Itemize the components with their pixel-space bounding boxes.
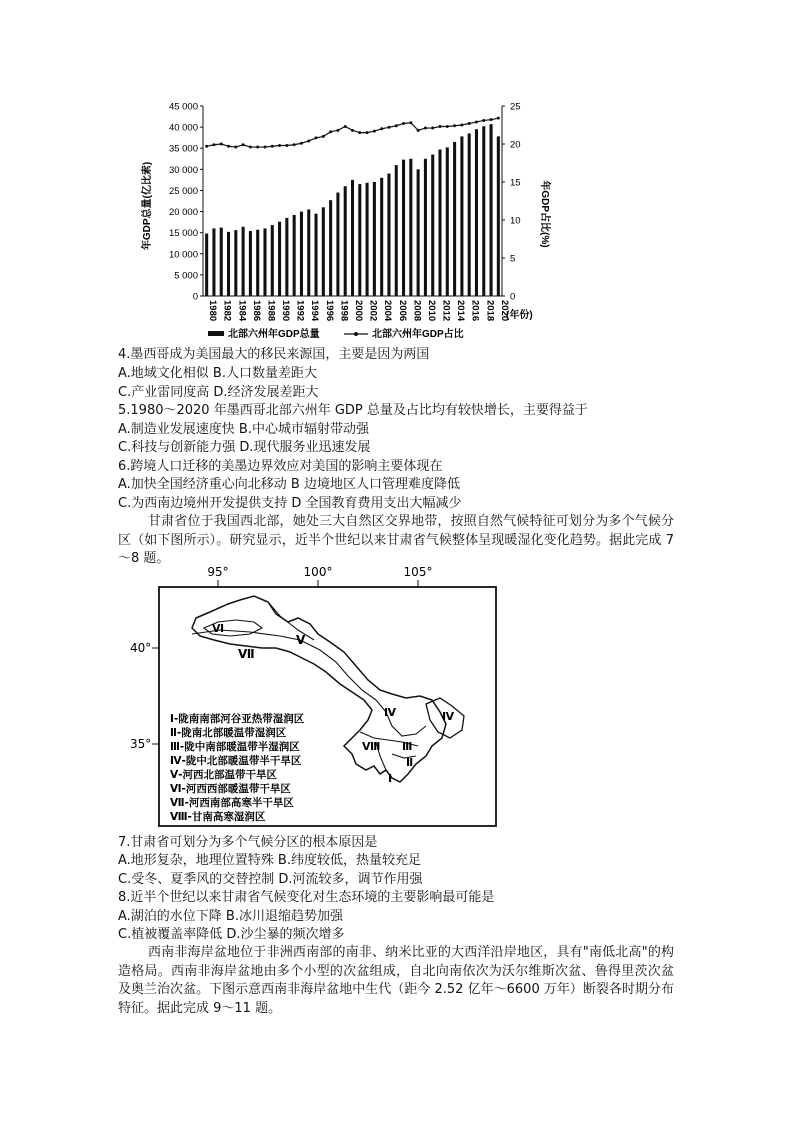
x-tick-label: 2018 — [484, 300, 496, 322]
share-point — [468, 122, 471, 125]
bar — [424, 159, 427, 296]
bar — [315, 214, 318, 296]
bar — [497, 136, 500, 296]
share-point — [358, 131, 361, 134]
bar — [380, 178, 383, 296]
share-point — [424, 127, 427, 130]
legend-item: Ⅵ-河西西部暖温带干旱区 — [170, 783, 291, 795]
zone-label-iii: Ⅲ — [402, 740, 413, 753]
x-tick-label: 2002 — [367, 300, 379, 322]
gansu-climate-map — [130, 560, 530, 830]
share-point — [256, 146, 259, 149]
share-point — [293, 143, 296, 146]
share-point — [285, 144, 288, 147]
bar — [242, 227, 245, 296]
map-legend — [170, 712, 305, 823]
x-axis-label: (年份) — [506, 310, 533, 321]
bar — [490, 124, 493, 296]
x-tick-label: 2014 — [455, 300, 467, 322]
x-tick-label: 2012 — [440, 300, 452, 322]
share-point — [329, 130, 332, 133]
y-right-tick-label: 5 — [510, 253, 516, 265]
question-line: C.为西南边境州开发提供支持 D 全国教育费用支出大幅减少 — [118, 496, 462, 511]
y-left-tick-label: 45 000 — [168, 101, 198, 113]
legend-line-marker — [354, 332, 358, 336]
share-point — [482, 119, 485, 122]
x-tick-label: 2020 — [498, 300, 510, 322]
bar — [336, 193, 339, 296]
legend-item: Ⅲ-陇中南部暖温带半湿润区 — [170, 741, 300, 753]
question-line: A.制造业发展速度快 B.中心城市辐射带动强 — [118, 422, 369, 437]
share-point — [344, 125, 347, 128]
y-left-tick-label: 0 — [192, 291, 198, 303]
bar — [322, 207, 325, 296]
x-tick-label: 2000 — [353, 300, 364, 322]
lon-label-95: 95° — [207, 565, 229, 579]
intro-gansu: 甘肃省位于我国西北部，她处三大自然区交界地带，按照自然气候特征可划分为多个气候分区（如下图所示）。研究显示，近半个世纪以来甘肃省气候整体呈现暖湿化变化趋势。据此完成 7～8 题。 — [118, 514, 674, 567]
bar — [468, 133, 471, 296]
share-point — [387, 126, 390, 129]
zone-label-i: Ⅰ — [388, 772, 393, 785]
legend-bar-label: 北部六州年GDP总量 — [228, 329, 320, 340]
legend-item: Ⅳ-陇中北部暖温带半干旱区 — [170, 755, 302, 767]
bar — [438, 149, 441, 296]
bar — [227, 232, 230, 296]
share-point — [475, 120, 478, 123]
share-point — [439, 125, 442, 128]
y-right-tick-label: 10 — [510, 215, 521, 227]
x-tick-label: 1986 — [250, 300, 262, 322]
zone-label-vi: Ⅵ — [212, 622, 225, 635]
x-tick-label: 1980 — [207, 300, 219, 322]
y-left-tick-label: 10 000 — [168, 249, 198, 261]
bar — [395, 165, 398, 296]
y-left-tick-label: 15 000 — [168, 228, 198, 240]
share-point — [490, 118, 493, 121]
y-right-tick-label: 25 — [510, 101, 521, 113]
x-tick-label: 2006 — [396, 300, 408, 322]
legend-item: Ⅷ-甘南高寒湿润区 — [170, 811, 266, 823]
question-line: A.地域文化相似 B.人口数量差距大 — [118, 366, 317, 381]
y-right-tick-label: 15 — [510, 177, 521, 189]
bar — [300, 212, 303, 296]
share-point — [431, 127, 434, 130]
legend-item: Ⅶ-河西南部高寒半干旱区 — [170, 797, 294, 809]
share-point — [322, 135, 325, 138]
question-line: C.科技与创新能力强 D.现代服务业迅速发展 — [118, 440, 371, 455]
y-axis-left-label: 年GDP总量(亿比索) — [142, 161, 153, 251]
lon-label-100: 100° — [303, 565, 333, 579]
share-point — [205, 145, 208, 148]
y-left-tick-label: 25 000 — [168, 185, 198, 197]
share-point — [315, 136, 318, 139]
bar — [249, 231, 252, 296]
question-line: A.加快全国经济重心向北移动 B 边境地区人口管理难度降低 — [118, 477, 460, 492]
bar — [482, 126, 485, 296]
bar — [278, 222, 281, 296]
bar — [344, 186, 347, 296]
x-tick-label: 1996 — [323, 300, 335, 322]
intro-southwest-africa: 西南非海岸盆地位于非洲西南部的南非、纳米比亚的大西洋沿岸地区，具有"南低北高"的构造格局。西南非海岸盆地由多个小型的次盆组成，自北向南依次为沃尔维斯次盆、鲁得里茨次盆及奥兰治次盆。下图示意西南非海岸盆地中生代（距今 2.52 亿年～6600 万年）断裂各时期分布特征。据此完成 9～11 题。 — [118, 945, 674, 1016]
bar — [271, 225, 274, 296]
y-left-tick-label: 35 000 — [168, 143, 198, 155]
x-tick-label: 1998 — [338, 300, 350, 322]
zone-label-vii: Ⅶ — [238, 647, 255, 661]
bar — [351, 180, 354, 296]
x-tick-label: 1994 — [309, 300, 321, 322]
y-left-tick-label: 5 000 — [174, 270, 198, 282]
bar — [293, 215, 296, 296]
y-axis-right-label: 年GDP占比(%) — [539, 180, 550, 248]
share-point — [380, 127, 383, 130]
share-point — [453, 124, 456, 127]
x-tick-label: 1988 — [265, 300, 277, 322]
bar — [205, 234, 208, 296]
legend-bar-swatch — [208, 331, 224, 336]
bar — [431, 155, 434, 296]
bar — [234, 230, 237, 296]
bar — [460, 136, 463, 296]
y-left-tick-label: 20 000 — [168, 207, 198, 219]
share-point — [307, 139, 310, 142]
question-line: 4.墨西哥成为美国最大的移民来源国，主要是因为两国 — [118, 347, 430, 362]
x-tick-label: 1984 — [236, 300, 248, 322]
zone-label-iv: Ⅳ — [384, 706, 397, 719]
question-line: 8.近半个世纪以来甘肃省气候变化对生态环境的主要影响最可能是 — [118, 890, 495, 905]
legend-item: Ⅴ-河西北部温带干旱区 — [170, 769, 277, 781]
zone-label-v: Ⅴ — [296, 633, 306, 647]
share-point — [300, 142, 303, 145]
share-point — [402, 122, 405, 125]
share-point — [460, 124, 463, 127]
x-tick-label: 2016 — [469, 300, 481, 322]
zone-label-ii: Ⅱ — [406, 756, 414, 769]
question-line: A.湖泊的水位下降 B.冰川退缩趋势加强 — [118, 909, 343, 924]
bar — [409, 159, 412, 296]
bar — [475, 129, 478, 296]
share-point — [212, 143, 215, 146]
x-tick-label: 1990 — [280, 300, 292, 322]
bar — [402, 160, 405, 296]
bar — [358, 184, 361, 296]
question-line: 7.甘肃省可划分为多个气候分区的根本原因是 — [118, 835, 378, 850]
zone-label-iv-east: Ⅳ — [442, 710, 455, 723]
legend-item: Ⅰ-陇南南部河谷亚热带湿润区 — [170, 713, 305, 725]
x-tick-label: 1982 — [221, 300, 233, 322]
y-right-tick-label: 0 — [510, 291, 516, 303]
bar — [285, 218, 288, 296]
x-tick-label: 2010 — [425, 300, 437, 322]
question-line: C.产业雷同度高 D.经济发展差距大 — [118, 385, 319, 400]
bar — [373, 182, 376, 296]
bar — [307, 209, 310, 296]
share-point — [249, 146, 252, 149]
bar-series — [205, 124, 500, 296]
share-point — [409, 121, 412, 124]
question-line: 5.1980～2020 年墨西哥北部六州年 GDP 总量及占比均有较快增长，主要得益于 — [118, 403, 588, 418]
bar — [263, 228, 266, 296]
share-point — [366, 131, 369, 134]
share-point — [220, 143, 223, 146]
share-point — [373, 130, 376, 133]
y-left-tick-label: 30 000 — [168, 164, 198, 176]
question-line: C.受冬、夏季风的交替控制 D.河流较多，调节作用强 — [118, 872, 423, 887]
x-tick-label: 2008 — [411, 300, 423, 322]
bar — [220, 228, 223, 296]
share-point — [446, 125, 449, 128]
share-point — [336, 129, 339, 132]
x-tick-label: 2004 — [382, 300, 394, 322]
share-point — [417, 129, 420, 132]
share-point — [497, 117, 500, 120]
gdp-chart — [130, 96, 560, 346]
x-tick-label: 1992 — [294, 300, 306, 322]
legend-item: Ⅱ-陇南北部暖温带湿润区 — [170, 727, 287, 739]
bar — [453, 142, 456, 296]
share-point — [234, 146, 237, 149]
share-point — [395, 124, 398, 127]
bar — [212, 228, 215, 296]
share-point — [227, 145, 230, 148]
lat-label-35: 35° — [130, 737, 152, 751]
zone-label-viii: Ⅷ — [362, 740, 381, 753]
bar — [256, 230, 259, 296]
share-point — [351, 129, 354, 132]
question-line: 6.跨境人口迁移的美墨边界效应对美国的影响主要体现在 — [118, 459, 443, 474]
share-point — [271, 145, 274, 148]
lon-label-105: 105° — [403, 565, 433, 579]
bar — [387, 174, 390, 296]
share-point — [278, 144, 281, 147]
question-line: C.植被覆盖率降低 D.沙尘暴的频次增多 — [118, 927, 345, 942]
y-right-tick-label: 20 — [510, 139, 521, 151]
y-left-tick-label: 40 000 — [168, 122, 198, 134]
bar — [446, 147, 449, 296]
lat-label-40: 40° — [130, 641, 152, 655]
bar — [366, 183, 369, 296]
share-point — [242, 143, 245, 146]
bar — [329, 200, 332, 296]
legend-line-label: 北部六州年GDP占比 — [372, 329, 464, 340]
share-point — [263, 146, 266, 149]
bar — [417, 169, 420, 296]
question-line: A.地形复杂，地理位置特殊 B.纬度较低，热量较充足 — [118, 853, 421, 868]
